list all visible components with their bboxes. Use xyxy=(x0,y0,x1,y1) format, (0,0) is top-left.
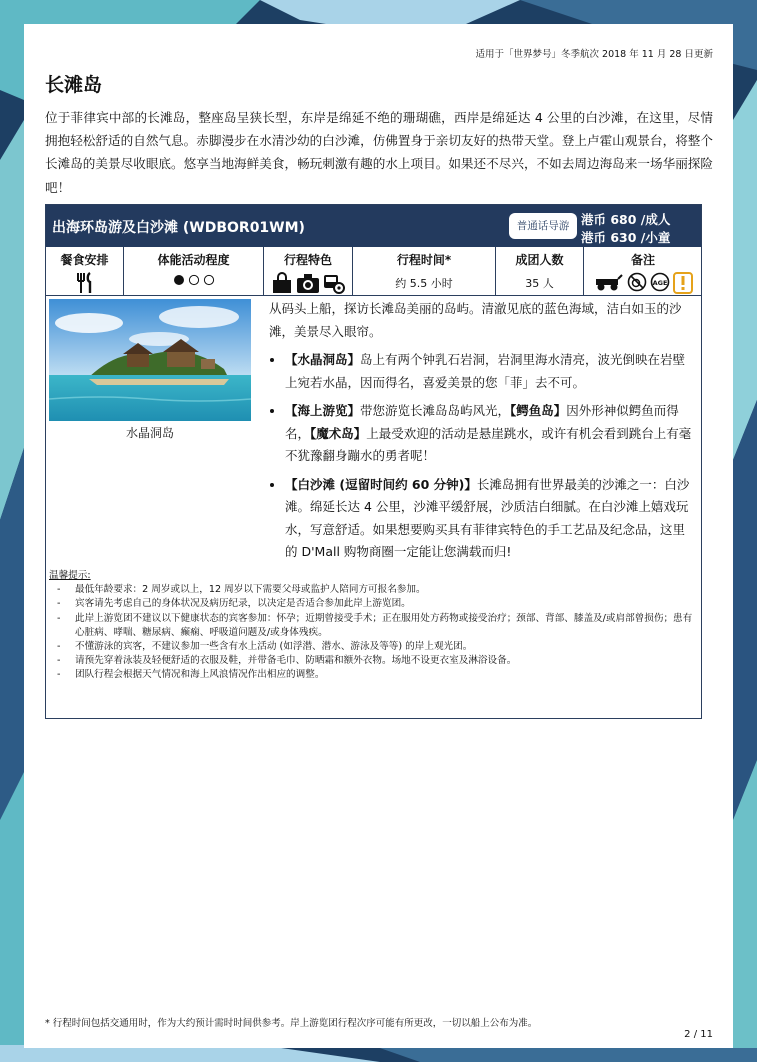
tips-section xyxy=(49,569,697,683)
group-size-header: 成团人数 xyxy=(515,253,564,267)
highlight-title: 【水晶洞岛】 xyxy=(285,352,361,367)
tour-card xyxy=(45,204,702,719)
activity-dot-filled xyxy=(173,274,185,286)
footnote: * 行程时间包括交通用时，作为大约预计需时时间供参考。岸上游览团行程次序可能有所更改，一切以船上公布为准。 xyxy=(45,1018,538,1029)
intro-paragraph: 位于菲律宾中部的长滩岛，整座岛呈狭长型，东岸是绵延不绝的珊瑚礁，西岸是绵延达 4 公里的白沙滩，在这里，尽情拥抱轻松舒适的自然气息。赤脚漫步在水清沙幼的白沙滩，仿佛置身于亲切友好的热带天堂。登上卢霍山观景台，将整个长滩岛的美景尽收眼底。悠享当地海鲜美食，畅玩刺激有趣的水上项目。如果还不尽兴，不如去周边海岛来一场华丽探险吧！ xyxy=(45,110,713,195)
crystal-cove-photo xyxy=(49,299,251,421)
activity-cell xyxy=(124,247,264,295)
duration-cell xyxy=(353,247,496,295)
highlight-text: 长滩岛拥有世界最美的沙滩之一：白沙滩。绵延长达 4 公里，沙滩平缓舒展，沙质洁白细腻。在白沙滩上嬉戏玩水，写意舒适。如果想要购买具有菲律宾特色的手工艺品及纪念品，这里的 D'Mall 购物商圈一定能让您满载而归! xyxy=(285,476,690,559)
wheelchair-icon xyxy=(594,272,624,292)
highlight-title: 【鳄鱼岛】 xyxy=(510,403,567,418)
tour-title: 出海环岛游及白沙滩 (WDBOR01WM) xyxy=(52,220,305,236)
highlight-text: 上最受欢迎的活动是悬崖跳水，或许有机会看到跳台上有毫不犹豫翻身蹦水的勇者呢！ xyxy=(285,425,692,463)
tour-description xyxy=(269,298,694,570)
tips-title: 温馨提示: xyxy=(49,570,91,581)
highlight-title: 【海上游览】 xyxy=(285,403,361,418)
duration-value: 约 5.5 小时 xyxy=(395,277,453,290)
warning-icon xyxy=(673,272,693,294)
tip-item: - 不懂游泳的宾客，不建议参加一些含有水上活动 (如浮潜、潜水、游泳及等等) 的岸上观光团。 xyxy=(49,640,697,654)
highlight-item xyxy=(285,474,694,564)
price-child: 港币 630 /小童 xyxy=(581,230,671,245)
tip-item: - 宾客请先考虑自己的身体状况及病历纪录，以决定是否适合参加此岸上游览团。 xyxy=(49,597,697,611)
document-page xyxy=(24,24,733,1048)
tour-header xyxy=(46,205,701,247)
update-note: 适用于「世界梦号」冬季航次 2018 年 11 月 28 日更新 xyxy=(475,49,713,60)
guide-language-badge: 普通话导游 xyxy=(509,213,577,239)
svg-text:AGE: AGE xyxy=(652,279,667,287)
price-adult: 港币 680 /成人 xyxy=(581,212,671,227)
highlight-item xyxy=(285,400,694,468)
bus-settings-icon xyxy=(323,272,345,294)
page-number: 2 / 11 xyxy=(684,1029,713,1040)
no-wheelchair-icon xyxy=(627,272,647,292)
tip-item: - 最低年龄要求：2 周岁或以上，12 周岁以下需要父母或监护人陪同方可报名参加。 xyxy=(49,583,697,597)
features-cell xyxy=(264,247,353,295)
highlight-text: 因外形神似鳄鱼而得名， xyxy=(285,403,679,441)
tip-item: - 此岸上游览团不建议以下健康状态的宾客参加：怀孕；近期曾接受手术；正在服用处方药物或接受治疗；颈部、背部、膝盖及/或肩部曾损伤；患有心脏病、哮喘、糖尿病、癫痫、呼吸道问题及/或身体残疾。 xyxy=(49,612,697,640)
tour-info-table xyxy=(46,247,701,296)
highlight-title: 【魔术岛】 xyxy=(310,425,367,441)
utensils-icon xyxy=(75,272,95,294)
highlight-item xyxy=(285,349,694,394)
highlight-text: 岛上有两个钟乳石岩洞，岩洞里海水清亮，波光倒映在岩壁上宛若水晶，因而得名，喜爱美景的您「菲」去不可。 xyxy=(285,352,686,390)
tip-item: - 团队行程会根据天气情况和海上风浪情况作出相应的调整。 xyxy=(49,668,697,682)
highlight-title: 【白沙滩 (逗留时间约 60 分钟)】 xyxy=(285,476,477,492)
age-limit-icon xyxy=(650,272,670,292)
duration-header: 行程时间* xyxy=(396,253,452,267)
features-header: 行程特色 xyxy=(283,253,332,267)
tip-item: - 请预先穿着泳装及轻便舒适的衣服及鞋，并带备毛巾、防晒霜和额外衣物。场地不设更衣室及淋浴设备。 xyxy=(49,654,697,668)
activity-level-dots xyxy=(124,274,263,286)
highlight-text: 带您游览长滩岛岛屿风光， xyxy=(360,403,511,418)
camera-icon xyxy=(296,272,320,294)
highlights-list xyxy=(269,349,694,564)
description-intro: 从码头上船，探访长滩岛美丽的岛屿。清澈见底的蓝色海域，洁白如玉的沙滩，美景尽入眼帘。 xyxy=(269,301,682,339)
group-size-cell xyxy=(496,247,584,295)
meals-header: 餐食安排 xyxy=(60,253,109,267)
page-title: 长滩岛 xyxy=(45,74,103,96)
activity-dot-empty xyxy=(203,274,215,286)
photo-caption: 水晶洞岛 xyxy=(125,426,174,440)
activity-header: 体能活动程度 xyxy=(157,253,230,267)
group-size-value: 35 人 xyxy=(525,277,554,290)
remarks-header: 备注 xyxy=(630,253,655,267)
activity-dot-empty xyxy=(188,274,200,286)
tips-list xyxy=(49,583,697,682)
remarks-cell xyxy=(584,247,702,295)
meals-cell xyxy=(46,247,124,295)
shopping-bag-icon xyxy=(271,272,293,294)
